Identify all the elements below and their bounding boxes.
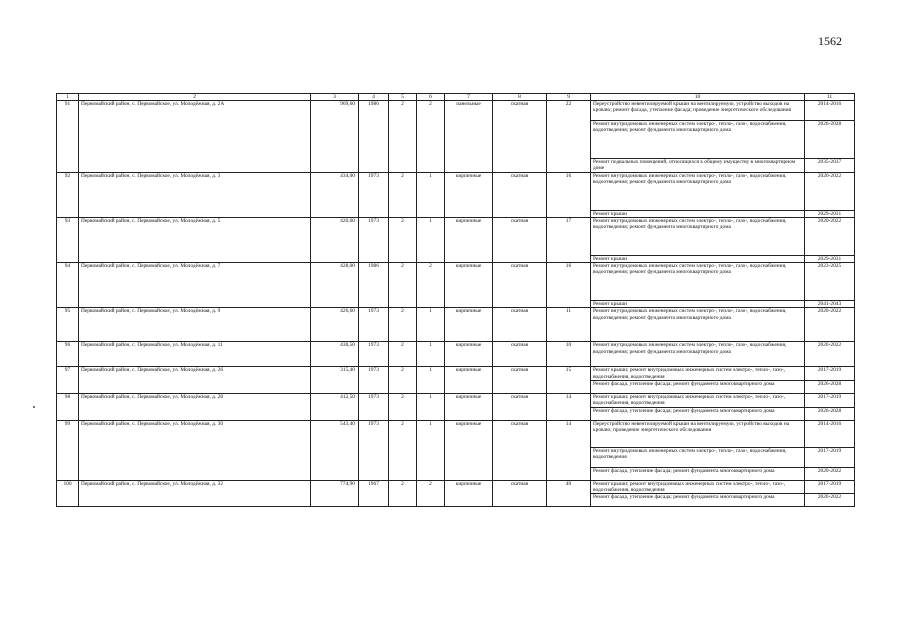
work-period-cell: 2017-2019 — [805, 394, 855, 408]
apartments-cell: 16 — [547, 172, 591, 217]
table-row — [57, 480, 855, 494]
table-row — [57, 101, 855, 121]
apartments-cell: 14 — [547, 394, 591, 421]
entrances-cell: 1 — [417, 217, 445, 262]
area-cell: 543,40 — [311, 420, 359, 480]
entrances-cell: 2 — [417, 480, 445, 507]
entrances-cell: 1 — [417, 342, 445, 367]
work-description-cell: Ремонт внутридомовых инженерных систем электро-, тепло-, газо-, водоснабжения, водоотведения — [591, 447, 805, 467]
area-cell: 428,00 — [311, 263, 359, 308]
entrances-cell: 2 — [417, 101, 445, 173]
work-description-cell: Ремонт фасада, утепление фасада; ремонт фундамента многоквартирного дома — [591, 381, 805, 394]
floors-cell: 2 — [389, 263, 417, 308]
area-cell: 434,00 — [311, 172, 359, 217]
column-header: 1 — [57, 94, 79, 101]
column-header: 4 — [359, 94, 389, 101]
column-header: 6 — [417, 94, 445, 101]
table-row — [57, 420, 855, 447]
floors-cell: 2 — [389, 480, 417, 507]
table-row — [57, 172, 855, 210]
apartments-cell: 11 — [547, 308, 591, 342]
work-period-cell: 2014-2016 — [805, 101, 855, 121]
work-description-cell: Ремонт внутридомовых инженерных систем электро-, тепло-, газо-, водоснабжения, водоотведения; ремонт фундамента многоквартирного дома — [591, 342, 805, 367]
table-body — [57, 94, 855, 507]
roof-type-cell: скатная — [493, 263, 547, 308]
row-number: 93 — [57, 217, 79, 262]
work-period-cell: 2020-2022 — [805, 308, 855, 342]
row-number: 100 — [57, 480, 79, 507]
apartments-cell: 15 — [547, 367, 591, 394]
apartments-cell: 22 — [547, 101, 591, 173]
row-number: 95 — [57, 308, 79, 342]
work-description-cell: Ремонт внутридомовых инженерных систем электро-, тепло-, газо-, водоснабжения, водоотведения; ремонт фундамента многоквартирного дома — [591, 121, 805, 159]
work-period-cell: 2035-2037 — [805, 159, 855, 173]
address-cell: Первомайский район, с. Первомайское, ул. Молодёжная, д. 32 — [79, 480, 311, 507]
roof-type-cell: скатная — [493, 342, 547, 367]
address-cell: Первомайский район, с. Первомайское, ул. Молодёжная, д. 30 — [79, 420, 311, 480]
area-cell: 412,50 — [311, 394, 359, 421]
year-built-cell: 1967 — [359, 480, 389, 507]
work-period-cell: 2020-2022 — [805, 172, 855, 210]
wall-material-cell: панельные — [445, 101, 493, 173]
wall-material-cell: кирпичные — [445, 217, 493, 262]
table-row — [57, 217, 855, 255]
roof-type-cell: скатная — [493, 308, 547, 342]
work-description-cell: Ремонт крыши; ремонт внутридомовых инженерных систем электро-, тепло-, газо-, водоснабжения, водоотведения — [591, 367, 805, 381]
area-cell: 774,90 — [311, 480, 359, 507]
floors-cell: 2 — [389, 367, 417, 394]
page-number: 1562 — [818, 34, 842, 48]
apartments-cell: 10 — [547, 342, 591, 367]
work-description-cell: Ремонт фасада, утепление фасада; ремонт фундамента многоквартирного дома — [591, 467, 805, 480]
floors-cell: 2 — [389, 420, 417, 480]
wall-material-cell: кирпичные — [445, 367, 493, 394]
roof-type-cell: скатная — [493, 101, 547, 173]
column-header: 9 — [547, 94, 591, 101]
entrances-cell: 1 — [417, 367, 445, 394]
floors-cell: 2 — [389, 172, 417, 217]
work-period-cell: 2020-2022 — [805, 467, 855, 480]
work-period-cell: 2029-2031 — [805, 210, 855, 217]
floors-cell: 2 — [389, 342, 417, 367]
roof-type-cell: скатная — [493, 172, 547, 217]
work-period-cell: 2041-2043 — [805, 301, 855, 308]
address-cell: Первомайский район, с. Первомайское, ул. Молодёжная, д. 3 — [79, 172, 311, 217]
entrances-cell: 1 — [417, 420, 445, 480]
work-description-cell: Ремонт фасада, утепление фасада; ремонт фундамента многоквартирного дома — [591, 407, 805, 420]
wall-material-cell: кирпичные — [445, 420, 493, 480]
work-description-cell: Ремонт крыши — [591, 255, 805, 262]
row-number: 97 — [57, 367, 79, 394]
area-cell: 426,60 — [311, 308, 359, 342]
area-cell: 969,60 — [311, 101, 359, 173]
area-cell: 315,40 — [311, 367, 359, 394]
address-cell: Первомайский район, с. Первомайское, ул. Молодёжная, д. 5 — [79, 217, 311, 262]
work-description-cell: Переустройство невентилируемой крыши на вентилируемую, устройство выходов на кровлю; ремонт фасада, утепление фасада; проведение энергетического обследования — [591, 101, 805, 121]
wall-material-cell: кирпичные — [445, 172, 493, 217]
floors-cell: 2 — [389, 308, 417, 342]
work-description-cell: Ремонт крыши — [591, 210, 805, 217]
column-header: 3 — [311, 94, 359, 101]
work-description-cell: Ремонт внутридомовых инженерных систем электро-, тепло-, газо-, водоснабжения, водоотведения; ремонт фундамента многоквартирного дома — [591, 263, 805, 301]
row-number: 91 — [57, 101, 79, 173]
work-period-cell: 2017-2019 — [805, 367, 855, 381]
floors-cell: 2 — [389, 101, 417, 173]
address-cell: Первомайский район, с. Первомайское, ул. Молодёжная, д. 26 — [79, 367, 311, 394]
address-cell: Первомайский район, с. Первомайское, ул. Молодёжная, д. 11 — [79, 342, 311, 367]
apartments-cell: 14 — [547, 420, 591, 480]
work-description-cell: Переустройство невентилируемой крыши на вентилируемую, устройство выходов на кровлю; проведение энергетического обследования — [591, 420, 805, 447]
wall-material-cell: кирпичные — [445, 480, 493, 507]
work-period-cell: 2026-2028 — [805, 407, 855, 420]
year-built-cell: 1986 — [359, 263, 389, 308]
column-header: 11 — [805, 94, 855, 101]
floors-cell: 2 — [389, 394, 417, 421]
work-description-cell: Ремонт крыши; ремонт внутридомовых инженерных систем электро-, тепло-, газо-, водоснабжения, водоотведения — [591, 394, 805, 408]
table-row — [57, 342, 855, 367]
work-description-cell: Ремонт внутридомовых инженерных систем электро-, тепло-, газо-, водоснабжения, водоотведения; ремонт фундамента многоквартирного дома — [591, 217, 805, 255]
row-number: 96 — [57, 342, 79, 367]
row-number: 98 — [57, 394, 79, 421]
roof-type-cell: скатная — [493, 217, 547, 262]
housing-register-table — [56, 93, 855, 507]
work-period-cell: 2023-2025 — [805, 263, 855, 301]
column-header: 2 — [79, 94, 311, 101]
column-header: 8 — [493, 94, 547, 101]
area-cell: 430,50 — [311, 342, 359, 367]
year-built-cell: 1973 — [359, 342, 389, 367]
work-period-cell: 2026-2028 — [805, 381, 855, 394]
column-header: 7 — [445, 94, 493, 101]
row-number: 92 — [57, 172, 79, 217]
roof-type-cell: скатная — [493, 394, 547, 421]
address-cell: Первомайский район, с. Первомайское, ул. Молодёжная, д. 28 — [79, 394, 311, 421]
column-number-row — [57, 94, 855, 101]
wall-material-cell: кирпичные — [445, 394, 493, 421]
row-number: 99 — [57, 420, 79, 480]
table-row — [57, 394, 855, 408]
year-built-cell: 1973 — [359, 308, 389, 342]
year-built-cell: 1973 — [359, 172, 389, 217]
wall-material-cell: кирпичные — [445, 308, 493, 342]
apartments-cell: 17 — [547, 217, 591, 262]
work-period-cell: 2026-2028 — [805, 121, 855, 159]
table-row — [57, 367, 855, 381]
address-cell: Первомайский район, с. Первомайское, ул. Молодёжная, д. 2А — [79, 101, 311, 173]
work-period-cell: 2029-2031 — [805, 255, 855, 262]
year-built-cell: 1973 — [359, 394, 389, 421]
column-header: 5 — [389, 94, 417, 101]
work-period-cell: 2020-2022 — [805, 217, 855, 255]
year-built-cell: 1973 — [359, 420, 389, 480]
table-row — [57, 263, 855, 301]
work-period-cell: 2020-2022 — [805, 494, 855, 507]
address-cell: Первомайский район, с. Первомайское, ул. Молодёжная, д. 7 — [79, 263, 311, 308]
work-description-cell: Ремонт крыши — [591, 301, 805, 308]
roof-type-cell: скатная — [493, 420, 547, 480]
work-period-cell: 2017-2019 — [805, 447, 855, 467]
entrances-cell: 2 — [417, 263, 445, 308]
work-period-cell: 2020-2022 — [805, 342, 855, 367]
wall-material-cell: кирпичные — [445, 263, 493, 308]
work-description-cell: Ремонт внутридомовых инженерных систем электро-, тепло-, газо-, водоснабжения, водоотведения; ремонт фундамента многоквартирного дома — [591, 172, 805, 210]
entrances-cell: 1 — [417, 172, 445, 217]
row-number: 94 — [57, 263, 79, 308]
year-built-cell: 1973 — [359, 217, 389, 262]
apartments-cell: 40 — [547, 480, 591, 507]
work-description-cell: Ремонт подвальных помещений, относящихся к общему имуществу в многоквартирном доме — [591, 159, 805, 173]
apartments-cell: 16 — [547, 263, 591, 308]
wall-material-cell: кирпичные — [445, 342, 493, 367]
work-description-cell: Ремонт внутридомовых инженерных систем электро-, тепло-, газо-, водоснабжения, водоотведения; ремонт фундамента многоквартирного дома — [591, 308, 805, 342]
work-description-cell: Ремонт фасада, утепление фасада; ремонт фундамента многоквартирного дома — [591, 494, 805, 507]
scan-speck — [33, 406, 35, 408]
roof-type-cell: скатная — [493, 480, 547, 507]
address-cell: Первомайский район, с. Первомайское, ул. Молодёжная, д. 9 — [79, 308, 311, 342]
year-built-cell: 1973 — [359, 367, 389, 394]
roof-type-cell: скатная — [493, 367, 547, 394]
column-header: 10 — [591, 94, 805, 101]
floors-cell: 2 — [389, 217, 417, 262]
entrances-cell: 1 — [417, 394, 445, 421]
table-row — [57, 308, 855, 342]
work-period-cell: 2017-2019 — [805, 480, 855, 494]
work-period-cell: 2014-2016 — [805, 420, 855, 447]
year-built-cell: 1986 — [359, 101, 389, 173]
entrances-cell: 1 — [417, 308, 445, 342]
work-description-cell: Ремонт крыши; ремонт внутридомовых инженерных систем электро-, тепло-, газо-, водоснабжения, водоотведения — [591, 480, 805, 494]
area-cell: 420,60 — [311, 217, 359, 262]
